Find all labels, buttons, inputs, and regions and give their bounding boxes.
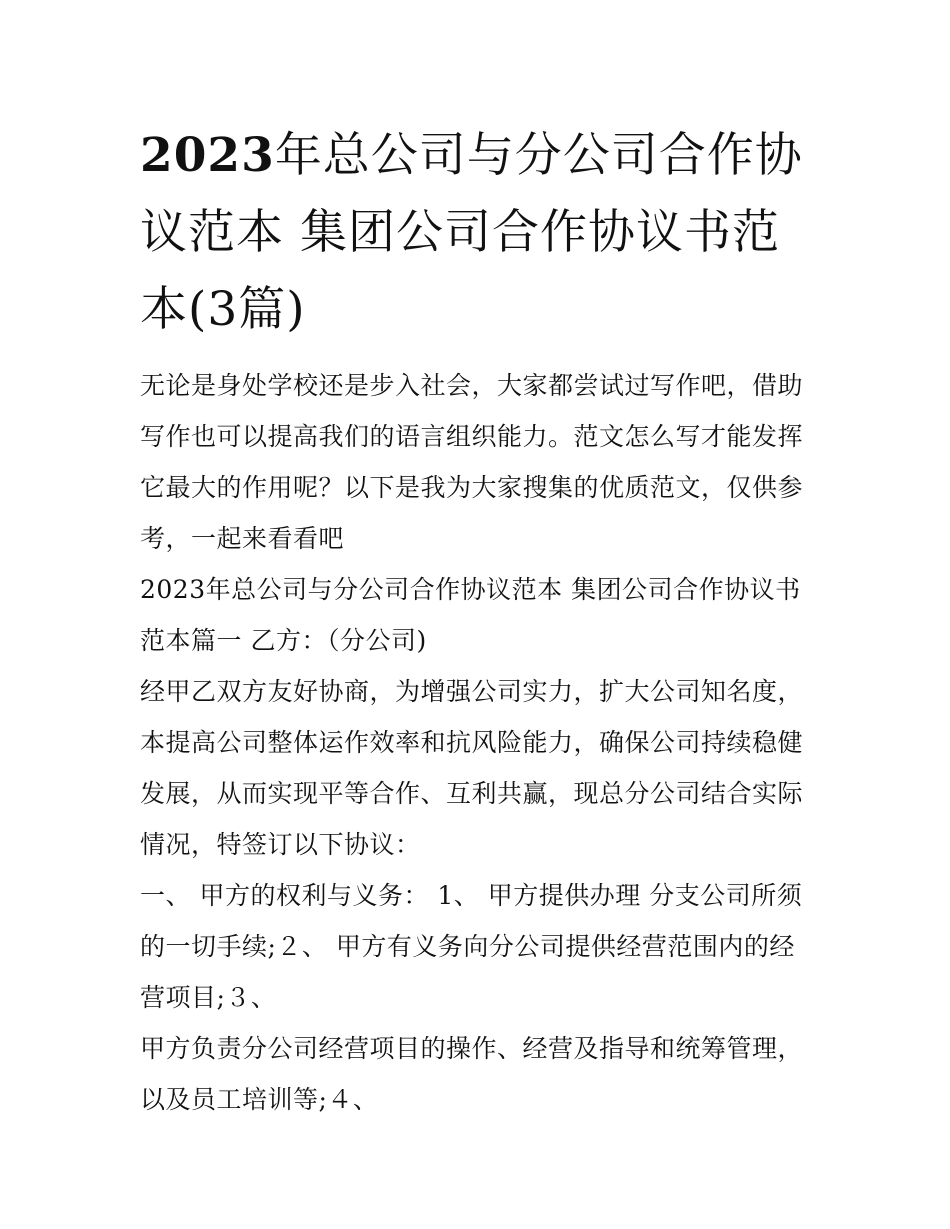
title-year: 2023 [140,128,275,183]
intro-paragraph: 无论是身处学校还是步入社会，大家都尝试过写作吧，借助写作也可以提高我们的语言组织能力。范文怎么写才能发挥它最大的作用呢？以下是我为大家搜集的优质范文，仅供参考，一起来看看吧 [140,371,804,553]
document-content [140,117,820,1125]
section-heading-paragraph: 2023年总公司与分公司合作协议范本 集团公司合作协议书范本篇一 乙方：（分公司) [140,575,801,655]
clause-paragraph: 甲方负责分公司经营项目的操作、经营及指导和统筹管理，以及员工培训等;４、 [140,1034,804,1114]
clause-paragraph: 一、 甲方的权利与义务： 1、 甲方提供办理 分支公司所须的一切手续;２、 甲方有义务向分公司提供经营范围内的经营项目;３、 [140,881,803,1012]
document-title: 2023年总公司与分公司合作协议范本 集团公司合作协议书范本(3篇) [140,128,803,337]
preamble-paragraph: 经甲乙双方友好协商，为增强公司实力，扩大公司知名度，本提高公司整体运作效率和抗风险能力，确保公司持续稳健发展，从而实现平等合作、互利共赢，现总分公司结合实际情况，特签订以下协议： [140,677,804,859]
